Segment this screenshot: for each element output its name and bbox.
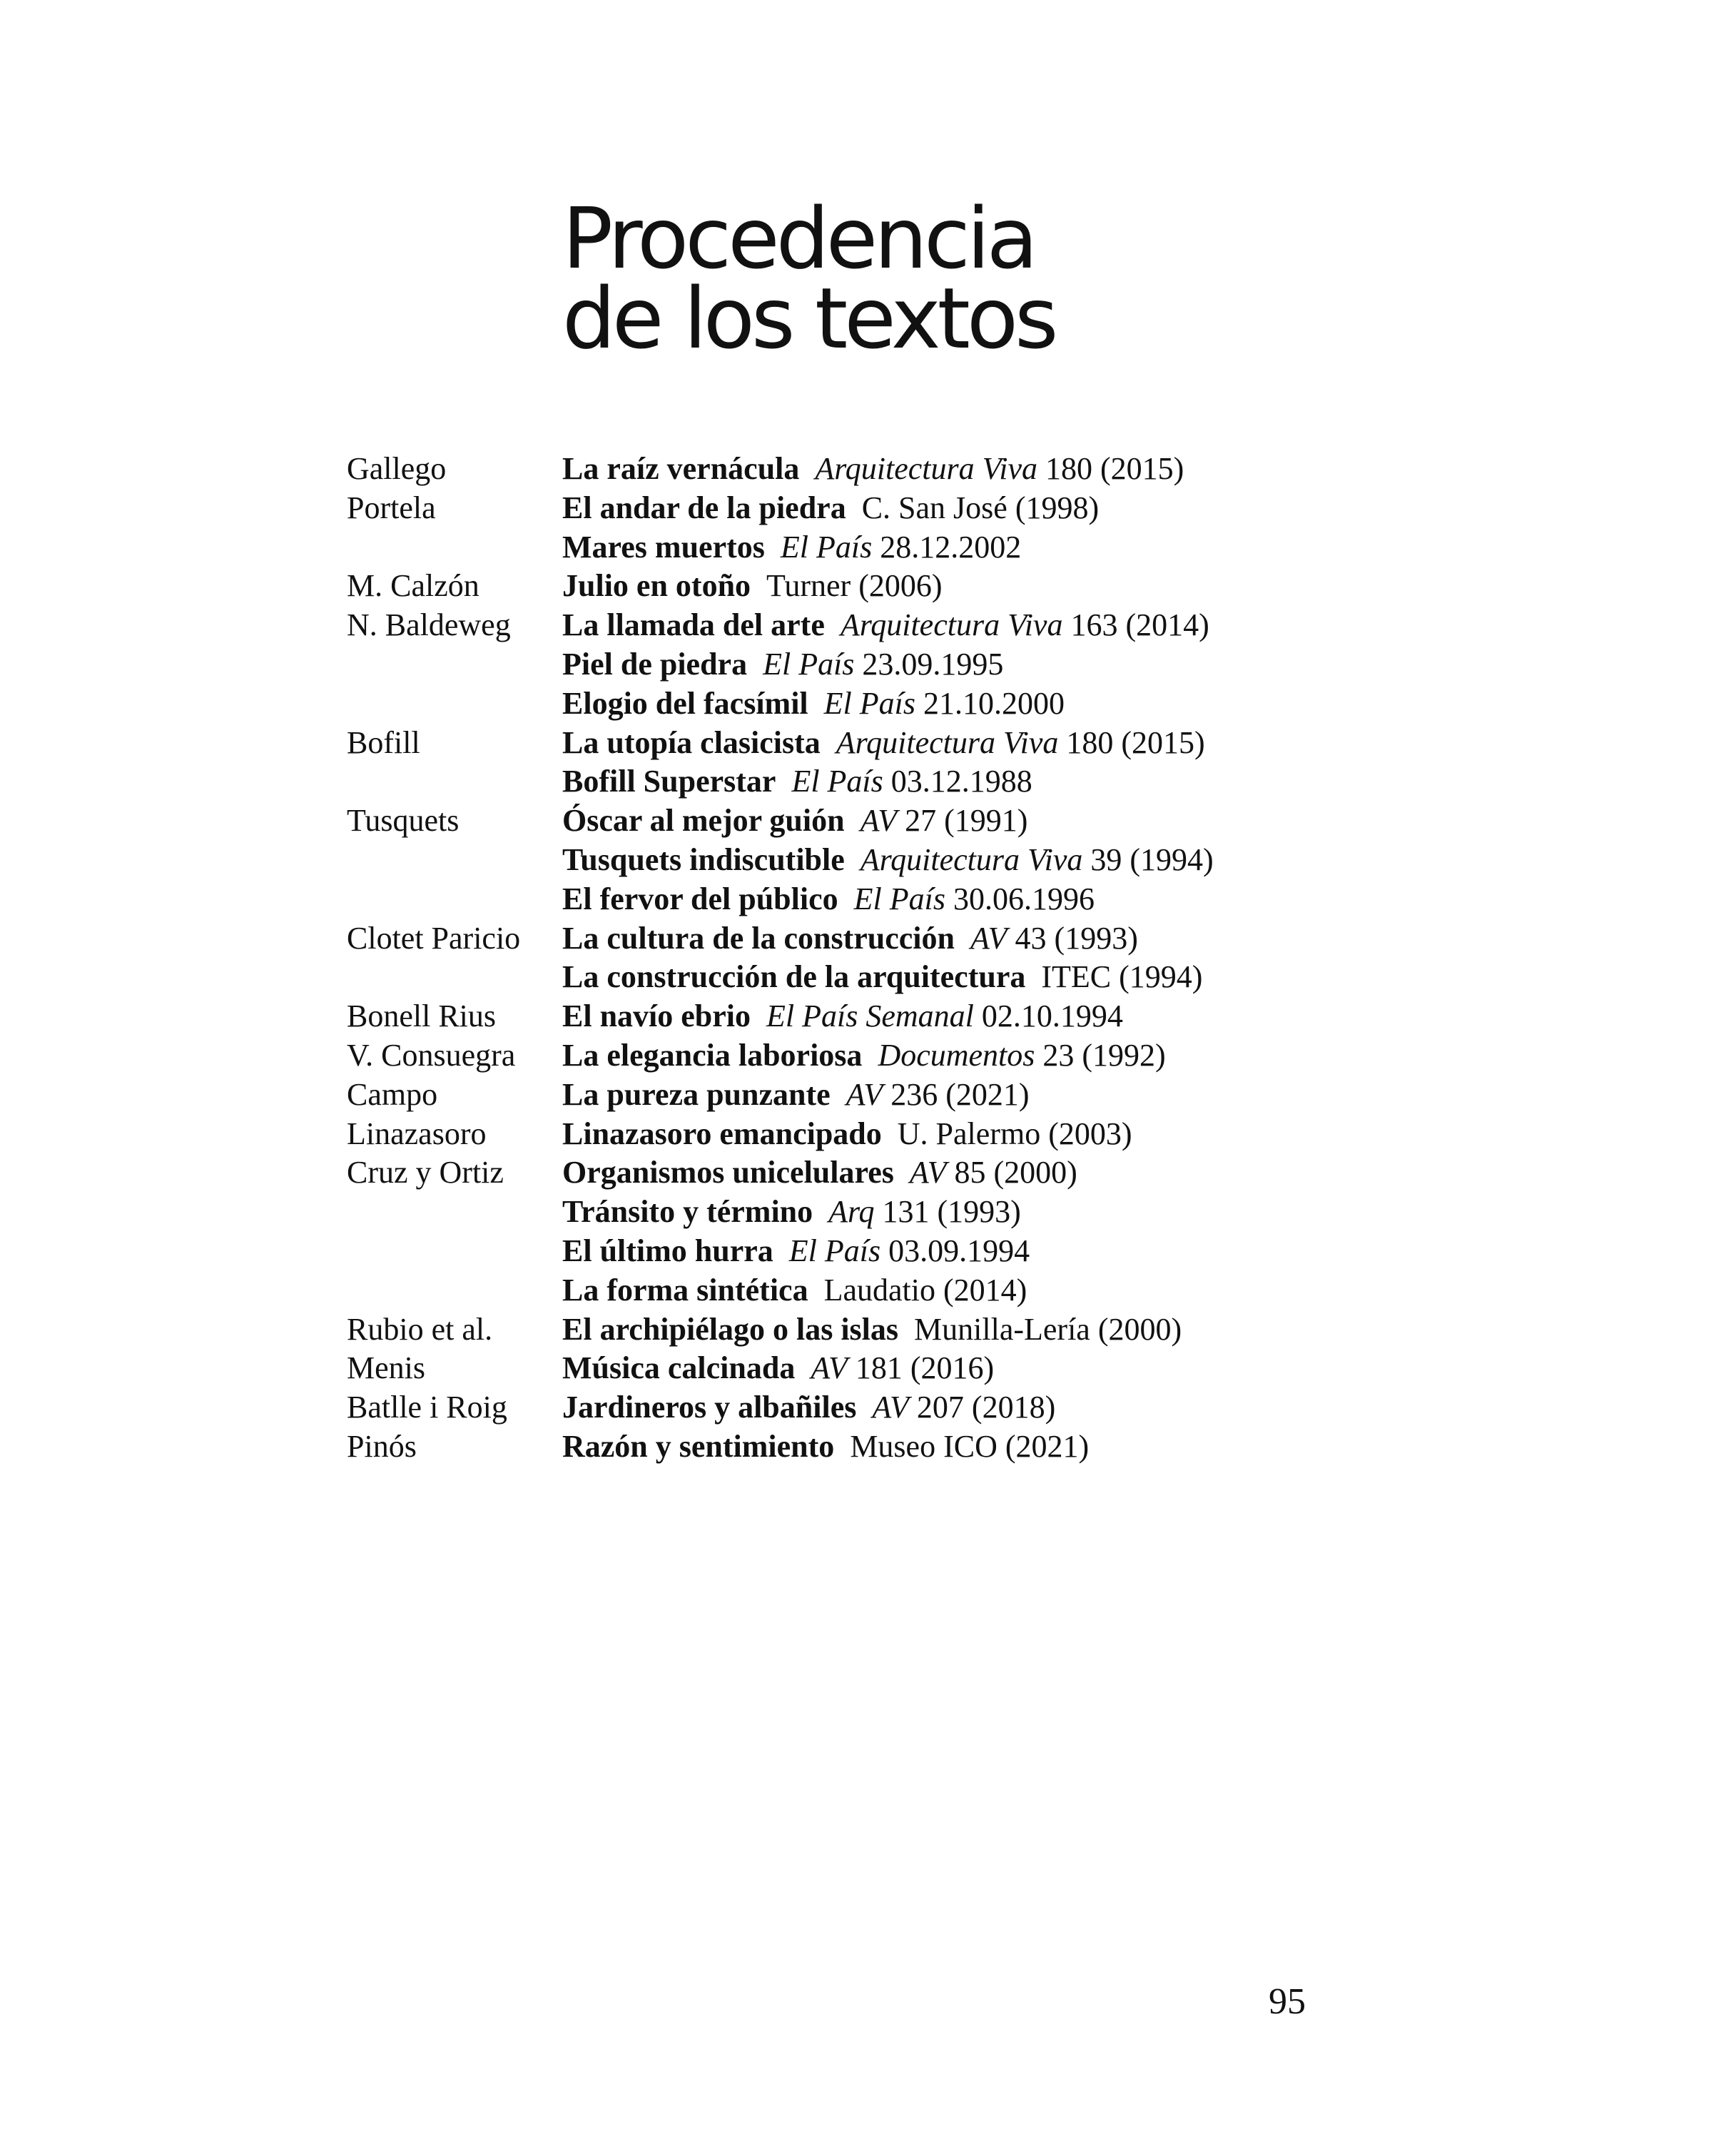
- source-author: Batlle i Roig: [347, 1390, 507, 1425]
- page-title-line-2: de los textos: [562, 269, 1055, 368]
- source-row: [347, 880, 1631, 919]
- source-row: [347, 528, 1631, 567]
- page-title: [562, 189, 1055, 368]
- source-work: [562, 841, 1631, 880]
- source-detail: U. Palermo (2003): [897, 1116, 1132, 1151]
- source-author: Bonell Rius: [347, 998, 497, 1034]
- sources-list: [347, 450, 1631, 1467]
- source-row: [347, 645, 1631, 684]
- source-detail: 23 (1992): [1035, 1037, 1166, 1073]
- source-detail: C. San José (1998): [861, 490, 1100, 525]
- source-title: Óscar al mejor guión: [562, 803, 845, 839]
- source-publication: El País: [853, 881, 945, 916]
- source-work: [562, 997, 1631, 1036]
- source-work: [562, 1036, 1631, 1076]
- source-work: [562, 1232, 1631, 1271]
- source-row: [347, 724, 1631, 763]
- source-work: [562, 1115, 1631, 1154]
- source-title: Tránsito y término: [562, 1194, 813, 1230]
- source-author: [347, 684, 562, 724]
- source-work: [562, 1349, 1631, 1388]
- source-detail: 180 (2015): [1037, 451, 1184, 486]
- source-author: Linazasoro: [347, 1116, 487, 1151]
- source-work: [562, 1153, 1631, 1193]
- source-publication: Arquitectura Viva: [836, 724, 1059, 760]
- source-row: [347, 1388, 1631, 1427]
- source-row: [347, 1036, 1631, 1076]
- source-title: La llamada del arte: [562, 607, 825, 643]
- source-publication: El País Semanal: [766, 998, 974, 1034]
- source-detail: Turner (2006): [766, 568, 943, 604]
- source-detail: 163 (2014): [1062, 607, 1209, 643]
- source-row: [347, 1349, 1631, 1388]
- source-row: [347, 1271, 1631, 1310]
- source-detail: 02.10.1994: [973, 998, 1123, 1034]
- source-detail: 27 (1991): [897, 803, 1028, 839]
- source-title: Música calcinada: [562, 1350, 796, 1386]
- source-work: [562, 1271, 1631, 1310]
- source-work: [562, 1427, 1631, 1467]
- source-work: [562, 489, 1631, 528]
- source-row: [347, 1427, 1631, 1467]
- source-detail: 181 (2016): [847, 1350, 995, 1386]
- source-author: [347, 1271, 562, 1310]
- source-author: [347, 1232, 562, 1271]
- source-work: [562, 880, 1631, 919]
- source-row: [347, 1310, 1631, 1350]
- source-row: [347, 1232, 1631, 1271]
- source-publication: El País: [788, 1233, 881, 1268]
- source-work: [562, 724, 1631, 763]
- source-detail: 03.09.1994: [880, 1233, 1030, 1268]
- source-publication: AV: [811, 1350, 848, 1386]
- source-row: [347, 1115, 1631, 1154]
- source-publication: AV: [970, 920, 1007, 956]
- source-row: [347, 567, 1631, 606]
- source-author: Clotet Paricio: [347, 920, 521, 956]
- source-author: [347, 841, 562, 880]
- source-detail: 30.06.1996: [945, 881, 1095, 916]
- source-title: Bofill Superstar: [562, 764, 776, 799]
- source-detail: 180 (2015): [1058, 724, 1205, 760]
- source-author: [347, 1193, 562, 1232]
- source-detail: 85 (2000): [946, 1155, 1077, 1190]
- source-work: [562, 762, 1631, 802]
- source-author: Campo: [347, 1076, 438, 1112]
- source-row: [347, 762, 1631, 802]
- source-author: Tusquets: [347, 803, 460, 839]
- source-title: Piel de piedra: [562, 646, 748, 682]
- source-author: Gallego: [347, 451, 447, 486]
- source-title: Jardineros y albañiles: [562, 1390, 857, 1425]
- source-row: [347, 450, 1631, 489]
- source-row: [347, 1076, 1631, 1115]
- source-title: Julio en otoño: [562, 568, 751, 604]
- source-title: El navío ebrio: [562, 998, 751, 1034]
- source-detail: 21.10.2000: [915, 685, 1065, 721]
- source-author: [347, 645, 562, 684]
- source-title: La construcción de la arquitectura: [562, 959, 1026, 995]
- source-publication: Documentos: [878, 1037, 1035, 1073]
- source-publication: El País: [763, 646, 855, 682]
- source-author: M. Calzón: [347, 568, 479, 604]
- source-detail: 03.12.1988: [883, 764, 1032, 799]
- source-row: [347, 1153, 1631, 1193]
- source-author: Pinós: [347, 1428, 417, 1464]
- source-row: [347, 606, 1631, 645]
- source-author: [347, 880, 562, 919]
- source-title: El archipiélago o las islas: [562, 1311, 899, 1347]
- source-author: [347, 762, 562, 802]
- source-author: [347, 958, 562, 997]
- source-work: [562, 919, 1631, 959]
- source-author: N. Baldeweg: [347, 607, 511, 643]
- source-work: [562, 1310, 1631, 1350]
- source-title: Linazasoro emancipado: [562, 1116, 882, 1151]
- source-work: [562, 528, 1631, 567]
- source-work: [562, 1193, 1631, 1232]
- source-work: [562, 645, 1631, 684]
- source-detail: 131 (1993): [874, 1194, 1021, 1230]
- source-title: El último hurra: [562, 1233, 773, 1268]
- source-title: La cultura de la construcción: [562, 920, 955, 956]
- source-detail: 236 (2021): [883, 1076, 1030, 1112]
- source-publication: AV: [872, 1390, 909, 1425]
- source-publication: Arquitectura Viva: [840, 607, 1063, 643]
- source-author: Cruz y Ortiz: [347, 1155, 504, 1190]
- source-publication: AV: [909, 1155, 947, 1190]
- source-row: [347, 958, 1631, 997]
- source-detail: Museo ICO (2021): [850, 1428, 1090, 1464]
- source-publication: AV: [860, 803, 898, 839]
- source-detail: ITEC (1994): [1041, 959, 1203, 995]
- source-title: Mares muertos: [562, 529, 765, 565]
- source-row: [347, 684, 1631, 724]
- source-author: Bofill: [347, 724, 420, 760]
- source-detail: Munilla-Lería (2000): [914, 1311, 1182, 1347]
- source-author: V. Consuegra: [347, 1037, 516, 1073]
- source-row: [347, 997, 1631, 1036]
- source-detail: 28.12.2002: [872, 529, 1022, 565]
- source-publication: Arquitectura Viva: [860, 841, 1083, 877]
- source-title: El andar de la piedra: [562, 490, 846, 525]
- source-title: Elogio del facsímil: [562, 685, 808, 721]
- page-number: 95: [1269, 1981, 1306, 2022]
- source-title: Tusquets indiscutible: [562, 841, 845, 877]
- source-title: La elegancia laboriosa: [562, 1037, 863, 1073]
- source-title: La pureza punzante: [562, 1076, 831, 1112]
- source-publication: AV: [846, 1076, 883, 1112]
- source-work: [562, 958, 1631, 997]
- source-work: [562, 1076, 1631, 1115]
- source-title: Organismos unicelulares: [562, 1155, 894, 1190]
- source-publication: Arquitectura Viva: [815, 451, 1037, 486]
- source-title: La forma sintética: [562, 1272, 808, 1308]
- source-publication: Arq: [828, 1194, 875, 1230]
- source-work: [562, 567, 1631, 606]
- source-publication: El País: [780, 529, 873, 565]
- source-row: [347, 489, 1631, 528]
- source-title: Razón y sentimiento: [562, 1428, 835, 1464]
- source-author: Menis: [347, 1350, 425, 1386]
- source-publication: El País: [823, 685, 915, 721]
- source-author: Portela: [347, 490, 436, 525]
- source-detail: Laudatio (2014): [823, 1272, 1027, 1308]
- source-work: [562, 450, 1631, 489]
- source-detail: 23.09.1995: [854, 646, 1004, 682]
- source-row: [347, 919, 1631, 959]
- source-author: [347, 528, 562, 567]
- source-title: La raíz vernácula: [562, 451, 800, 486]
- source-row: [347, 841, 1631, 880]
- source-author: Rubio et al.: [347, 1311, 493, 1347]
- source-work: [562, 1388, 1631, 1427]
- source-detail: 43 (1993): [1007, 920, 1138, 956]
- page-title-line-1: Procedencia: [562, 189, 1035, 288]
- source-detail: 39 (1994): [1082, 841, 1214, 877]
- source-work: [562, 684, 1631, 724]
- source-work: [562, 606, 1631, 645]
- source-row: [347, 802, 1631, 841]
- source-title: El fervor del público: [562, 881, 838, 916]
- source-work: [562, 802, 1631, 841]
- source-title: La utopía clasicista: [562, 724, 821, 760]
- source-publication: El País: [791, 764, 883, 799]
- source-detail: 207 (2018): [908, 1390, 1056, 1425]
- source-row: [347, 1193, 1631, 1232]
